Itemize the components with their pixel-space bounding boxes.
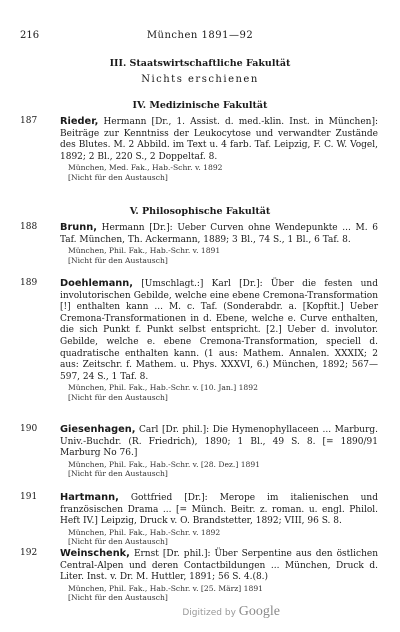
digitized-watermark: [182, 604, 280, 620]
entry-number: 190: [20, 424, 38, 434]
entry-description: Hermann [Dr.]: Ueber Curven ohne Wendepunkte ... M. 6 Taf. München, Th. Ackermann, 1889; 3 Bl., 74 S., 1 Bl., 6 Taf. 8.: [60, 223, 378, 245]
entry-text: [60, 492, 378, 528]
entry-author: Brunn,: [60, 222, 97, 233]
entry-description: [Umschlagt.:] Karl [Dr.]: Über die festen und involutorischen Gebilde, welche eine ebene Cremona-Transformation [!] enthalten kann ... M. c. Taf. (Sonderabdr. a. [Kopftit.] Ueber Cremona-Transformationen in d. Ebene, welche e. Curve enthalten, die sich Punkt f. Punkt selbst entspricht. [2.] Ueber d. involutor. Gebilde, welche e. ebene Cremona-Transformation, speciell d. quadratische enthalten kann. (1 aus: Mathem. Annalen. XXXIX; 2 aus: Zeitschr. f. Mathem. u. Phys. XXXVI, 6.) München, 1892; 567—597, 24 S., 1 Taf. 8.: [60, 279, 378, 382]
page-number: 216: [20, 30, 40, 41]
entry-number: 191: [20, 492, 38, 502]
entry-description: Ernst [Dr. phil.]: Über Serpentine aus den östlichen Central-Alpen und deren Contactbildungen ... München, Druck d. Liter. Inst. v. Dr. M. Huttler, 1891; 56 S. 4.(8.): [60, 549, 378, 583]
entry-author: Weinschenk,: [60, 548, 130, 559]
entry-exchange-note: [Nicht für den Austausch]: [68, 537, 168, 547]
entry-author: Giesenhagen,: [60, 424, 136, 435]
section-iii-heading: III. Staatswirtschaftliche Fakultät: [109, 58, 291, 69]
entry-189: [20, 278, 378, 403]
entry-exchange-note: [Nicht für den Austausch]: [68, 255, 168, 265]
entry-text: [60, 278, 378, 383]
section-iv-heading: IV. Medizinische Fakultät: [132, 100, 268, 111]
entry-187: [20, 116, 378, 183]
entry-exchange-note: [Nicht für den Austausch]: [68, 469, 168, 479]
running-header: [20, 30, 380, 42]
entry-faculty-note: München, Phil. Fak., Hab.-Schr. v. [28. Dez.] 1891: [68, 459, 261, 469]
google-logo: Google: [238, 604, 280, 619]
entry-text: [60, 116, 378, 163]
watermark-prefix: Digitized by: [182, 608, 236, 618]
entry-faculty-note: München, Phil. Fak., Hab.-Schr. v. 1892: [68, 527, 221, 537]
entry-faculty-note: München, Phil. Fak., Hab.-Schr. v. [10. Jan.] 1892: [68, 383, 258, 393]
entry-author: Doehlemann,: [60, 278, 133, 289]
entry-description: Carl [Dr. phil.]: Die Hymenophyllaceen ... Marburg. Univ.-Buchdr. (R. Friedrich), 1890; 1 Bl., 49 S. 8. [= 1890/91 Marburg No 76.]: [60, 425, 378, 459]
entry-text: [60, 222, 378, 246]
entry-190: [20, 424, 378, 479]
entry-faculty-note: München, Med. Fak., Hab.-Schr. v. 1892: [68, 163, 223, 173]
entry-exchange-note: [Nicht für den Austausch]: [68, 172, 168, 182]
nothing-published-note: Nichts erschienen: [141, 74, 259, 85]
entry-faculty-note: München, Phil. Fak., Hab.-Schr. v. [25. März] 1891: [68, 583, 263, 593]
entry-192: [20, 548, 378, 603]
entry-exchange-note: [Nicht für den Austausch]: [68, 392, 168, 402]
entry-text: [60, 548, 378, 584]
entry-number: 192: [20, 548, 38, 558]
entry-number: 188: [20, 222, 38, 232]
section-v-heading: V. Philosophische Fakultät: [129, 206, 271, 217]
entry-number: 189: [20, 278, 38, 288]
entry-191: [20, 492, 378, 547]
entry-exchange-note: [Nicht für den Austausch]: [68, 593, 168, 603]
entry-author: Hartmann,: [60, 492, 119, 503]
entry-author: Rieder,: [60, 116, 99, 127]
entry-text: [60, 424, 378, 460]
entry-faculty-note: München, Phil. Fak., Hab.-Schr. v. 1891: [68, 246, 221, 256]
entry-number: 187: [20, 116, 38, 126]
entry-description: Gottfried [Dr.]: Merope im italienischen und französischen Drama ... [= Münch. Beitr. z. roman. u. engl. Philol. Heft IV.] Leipzig, Druck v. O. Brandstetter, 1892; VIII, 96 S. 8.: [60, 493, 378, 527]
entry-description: Hermann [Dr., 1. Assist. d. med.-klin. Inst. in München]: Beiträge zur Kenntniss der Leukocytose und verwandter Zustände des Blutes. M. 2 Abbild. im Text u. 4 farb. Taf. Leipzig, F. C. W. Vogel, 1892; 2 Bl., 220 S., 2 Doppeltaf. 8.: [60, 117, 378, 162]
entry-188: [20, 222, 378, 265]
running-title: München 1891—92: [146, 30, 254, 41]
